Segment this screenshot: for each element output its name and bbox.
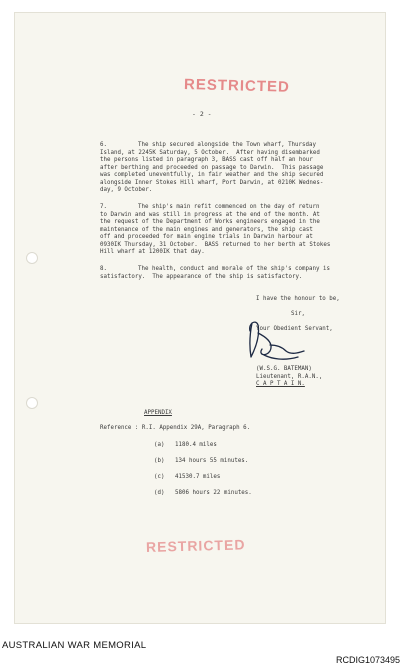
paragraph-7-line-6: 0930IK Thursday, 31 October. BASS returned to her berth at Stokes (100, 241, 331, 248)
paragraph-6-line-6: alongside Inner Stokes Hill wharf, Port Darwin, at 0210K Wednes- (100, 179, 324, 186)
appendix-item-b-label: (b) (154, 458, 165, 464)
paragraph-7-line-3: the request of the Department of Works engineers engaged in the (100, 219, 320, 225)
appendix-reference: Reference : R.I. Appendix 29A, Paragraph 6. (100, 425, 251, 431)
page-number: - 2 - (192, 110, 212, 118)
restricted-stamp-bottom: RESTRICTED (145, 536, 246, 555)
appendix-item-d-label: (d) (154, 490, 165, 496)
paragraph-6-line-5: was completed uneventfully, in fair weather and the ship secured (100, 172, 324, 178)
paragraph-7-line-4: maintenance of the main engines and generators, the ship cast (100, 226, 313, 233)
signatory-rank: Lieutenant, R.A.N., (256, 373, 323, 380)
appendix-heading: APPENDIX (144, 410, 172, 416)
closing-line-1: I have the honour to be, (256, 296, 340, 302)
appendix-item-d-value: 5806 hours 22 minutes. (175, 490, 252, 496)
paragraph-number-8: 8. (100, 266, 107, 272)
signatory-title: C A P T A I N. (256, 381, 305, 387)
closing-line-2: Sir, (291, 311, 305, 317)
punch-hole-bottom (27, 398, 37, 408)
paragraph-6-line-7: day, 9 October. (100, 187, 153, 193)
paragraph-number-6: 6. (100, 142, 107, 148)
paragraph-6-line-3: the persons listed in paragraph 3, BASS cast off half an hour (100, 157, 313, 163)
record-id: RCDIG1073495 (335, 655, 400, 665)
appendix-item-b-value: 134 hours 55 minutes. (175, 458, 249, 464)
paragraph-6-line-2: Island, at 2245K Saturday, 5 October. After having disembarked (100, 149, 320, 156)
paragraph-8-line-1: The health, conduct and morale of the ship's company is (138, 266, 330, 272)
document-page (14, 12, 386, 624)
appendix-item-a-value: 1180.4 miles (175, 442, 217, 448)
paragraph-6-line-1: The ship secured alongside the Town wharf, Thursday (138, 142, 316, 148)
handwritten-signature (236, 315, 316, 365)
appendix-item-a-label: (a) (154, 442, 165, 448)
restricted-stamp-top: RESTRICTED (183, 76, 291, 96)
paragraph-7-line-2: to Darwin and was still in progress at the end of the month. At (100, 211, 320, 218)
appendix-item-c-label: (c) (154, 474, 165, 480)
punch-hole-top (27, 253, 37, 263)
paragraph-7-line-1: The ship's main refit commenced on the day of return (138, 204, 320, 210)
paragraph-6-line-4: after berthing and proceeded on passage to Darwin. This passage (100, 164, 324, 171)
archive-name: AUSTRALIAN WAR MEMORIAL (2, 640, 147, 651)
closing-line-3: Your Obedient Servant, (256, 326, 333, 332)
paragraph-7-line-7: Hill wharf at 1200IK that day. (100, 249, 205, 255)
paragraph-7-line-5: off and proceeded for main engine trials in Darwin harbour at (100, 234, 313, 240)
paragraph-8-line-2: satisfactory. The appearance of the ship is satisfactory. (100, 273, 303, 280)
appendix-item-c-value: 41530.7 miles (175, 474, 221, 480)
paragraph-number-7: 7. (100, 204, 107, 210)
signatory-name: (W.S.G. BATEMAN) (256, 366, 312, 372)
